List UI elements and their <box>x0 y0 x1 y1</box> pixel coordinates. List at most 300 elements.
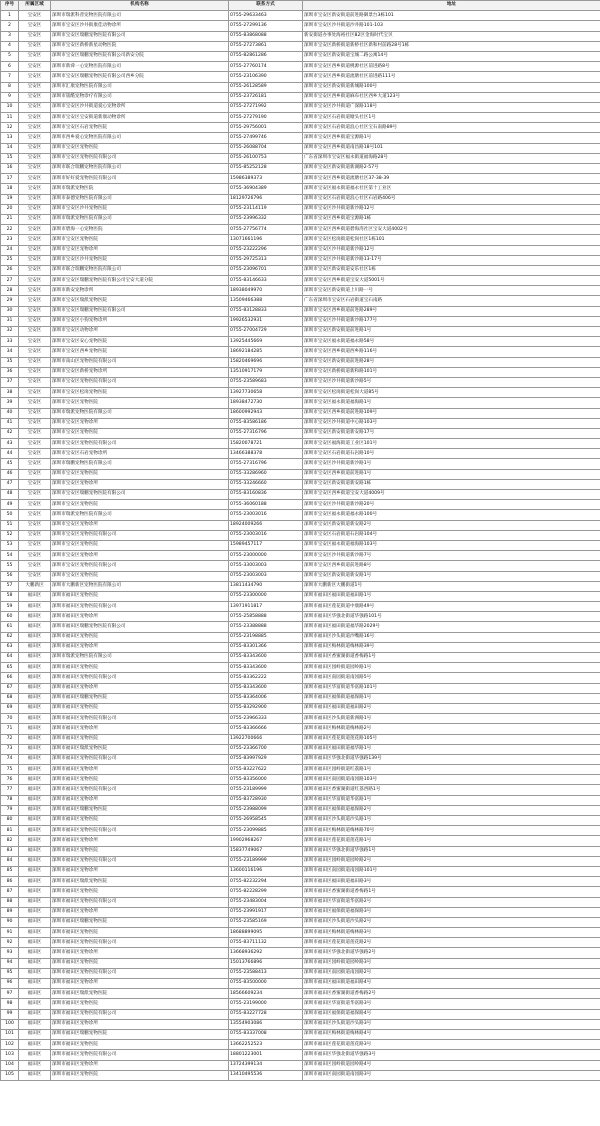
table-row <box>1 520 600 530</box>
row-name: 深圳市宝安区宠物医院 <box>51 571 229 581</box>
row-phone: 0755-83868088 <box>229 31 303 41</box>
table-row <box>1 1029 600 1039</box>
table-row <box>1 62 600 72</box>
row-address: 深圳市宝安区新安街道新安路2号 <box>303 520 600 530</box>
row-phone: 0755-26088704 <box>229 143 303 153</box>
table-row <box>1 530 600 540</box>
row-address: 深圳市福田区莲花街道莲花路105号 <box>303 734 600 744</box>
row-name: 深圳市福田区宠物医院有限公司 <box>51 785 229 795</box>
row-address: 深圳市宝安区新安街道新城路100号 <box>303 82 600 92</box>
row-district: 宝安区 <box>19 153 51 163</box>
row-phone: 0755-23300000 <box>229 591 303 601</box>
row-address: 深圳市福田区福保街道福保路1号 <box>303 693 600 703</box>
row-number: 29 <box>1 296 19 306</box>
row-phone: 15837749067 <box>229 846 303 856</box>
row-district: 宝安区 <box>19 530 51 540</box>
row-district: 宝安区 <box>19 143 51 153</box>
row-number: 31 <box>1 316 19 326</box>
row-address: 深圳市宝安区新安街道安乐社区1栋 <box>303 265 600 275</box>
table-row <box>1 184 600 194</box>
row-number: 50 <box>1 510 19 520</box>
row-address: 深圳市福田区莲花街道莲花路2号 <box>303 938 600 948</box>
row-phone: 13724399134 <box>229 1060 303 1070</box>
table-row <box>1 459 600 469</box>
row-number: 34 <box>1 347 19 357</box>
row-district: 福田区 <box>19 1040 51 1050</box>
row-address: 深圳市宝安区沙井街道新沙路20号 <box>303 500 600 510</box>
row-district: 福田区 <box>19 622 51 632</box>
row-name: 深圳市福田区瑞派宠物医院 <box>51 744 229 754</box>
row-address: 深圳市福田区香蜜湖街道香梅路2号 <box>303 989 600 999</box>
row-address: 深圳市福田区莲花街道莲花路3号 <box>303 1040 600 1050</box>
row-name: 深圳市福田区宠物诊所 <box>51 765 229 775</box>
row-name: 深圳市福田区宠物诊所 <box>51 683 229 693</box>
row-district: 福田区 <box>19 612 51 622</box>
row-number: 63 <box>1 642 19 652</box>
row-address: 深圳市福田区园岭街道园岭路1号 <box>303 663 600 673</box>
row-number: 26 <box>1 265 19 275</box>
row-district: 福田区 <box>19 979 51 989</box>
row-number: 85 <box>1 866 19 876</box>
row-number: 4 <box>1 41 19 51</box>
table-row <box>1 469 600 479</box>
header-phone: 联系方式 <box>229 1 303 11</box>
row-address: 深圳市福田区香蜜湖街道香梅路1号 <box>303 653 600 663</box>
row-phone: 0755-27760174 <box>229 62 303 72</box>
row-phone: 13662252523 <box>229 1040 303 1050</box>
table-row <box>1 591 600 601</box>
table-row <box>1 286 600 296</box>
table-row <box>1 21 600 31</box>
row-name: 深圳市福田区宠物医院 <box>51 734 229 744</box>
row-number: 25 <box>1 255 19 265</box>
row-address: 深圳市福田区梅林街道梅林路4号 <box>303 1029 600 1039</box>
row-phone: 0755-29725313 <box>229 255 303 265</box>
row-number: 44 <box>1 449 19 459</box>
row-address: 深圳市宝安区西乡街道流塘社区前进路111号 <box>303 72 600 82</box>
row-address: 深圳市宝安区松岗街道松岗社区1栋101 <box>303 235 600 245</box>
row-district: 宝安区 <box>19 235 51 245</box>
row-district: 宝安区 <box>19 41 51 51</box>
row-number: 19 <box>1 194 19 204</box>
row-address: 深圳市福田区华富街道华富路2号 <box>303 897 600 907</box>
table-row <box>1 805 600 815</box>
table-row <box>1 968 600 978</box>
row-phone: 0755-27004729 <box>229 327 303 337</box>
row-district: 宝安区 <box>19 388 51 398</box>
row-number: 65 <box>1 663 19 673</box>
row-number: 76 <box>1 775 19 785</box>
row-district: 宝安区 <box>19 255 51 265</box>
table-row <box>1 540 600 550</box>
table-row <box>1 653 600 663</box>
table-row <box>1 204 600 214</box>
row-address: 深圳市福田区梅林街道梅林路2号 <box>303 724 600 734</box>
row-district: 宝安区 <box>19 540 51 550</box>
row-phone: 13410495536 <box>229 1070 303 1080</box>
row-number: 35 <box>1 357 19 367</box>
row-name: 深圳市宝安区宠物医院 <box>51 235 229 245</box>
row-name: 深圳市宝安区宠物医院有限公司 <box>51 153 229 163</box>
table-row <box>1 979 600 989</box>
row-phone: 13509466388 <box>229 296 303 306</box>
table-row <box>1 724 600 734</box>
table-row <box>1 928 600 938</box>
table-row <box>1 673 600 683</box>
row-address: 深圳市福田区香蜜湖街道红荔西路1号 <box>303 785 600 795</box>
row-number: 83 <box>1 846 19 856</box>
row-phone: 18692184285 <box>229 347 303 357</box>
row-address: 深圳市福田区福保街道福保路3号 <box>303 907 600 917</box>
row-phone: 0755-27756774 <box>229 225 303 235</box>
row-name: 深圳市南山区宠物医院有限公司 <box>51 357 229 367</box>
row-number: 36 <box>1 367 19 377</box>
row-name: 深圳市宝安区瑞鹏宠物医院有限公司 <box>51 306 229 316</box>
row-name: 深圳市宝安区宠物医院有限公司 <box>51 530 229 540</box>
header-address: 地址 <box>303 1 600 11</box>
table-row <box>1 133 600 143</box>
table-row <box>1 693 600 703</box>
row-name: 深圳市宝安区宠物医院 <box>51 540 229 550</box>
row-district: 宝安区 <box>19 449 51 459</box>
row-address: 深圳市宝安区新安街道上川路一号 <box>303 286 600 296</box>
row-name: 深圳市宝安区宠物医院 <box>51 469 229 479</box>
row-name: 深圳市福田区宠物诊所 <box>51 724 229 734</box>
row-phone: 0755-83146633 <box>229 276 303 286</box>
row-name: 深圳市福田区宠物诊所 <box>51 642 229 652</box>
row-phone: 0755-29756001 <box>229 123 303 133</box>
row-phone: 0755-83337008 <box>229 1029 303 1039</box>
row-name: 深圳市福田区宠物医院有限公司 <box>51 938 229 948</box>
row-number: 62 <box>1 632 19 642</box>
table-row <box>1 41 600 51</box>
row-number: 95 <box>1 968 19 978</box>
row-address: 深圳市宝安区沙井街道新沙路177号 <box>303 316 600 326</box>
row-name: 深圳市福田区宠物医院有限公司 <box>51 968 229 978</box>
row-address: 深圳市福田区莲花街道莲花路1号 <box>303 836 600 846</box>
row-phone: 0755-83500000 <box>229 979 303 989</box>
row-district: 宝安区 <box>19 276 51 286</box>
row-district: 福田区 <box>19 1009 51 1019</box>
row-district: 福田区 <box>19 765 51 775</box>
row-number: 71 <box>1 724 19 734</box>
row-number: 1 <box>1 11 19 21</box>
row-address: 深圳市宝安区福海街道工业区101号 <box>303 439 600 449</box>
row-district: 宝安区 <box>19 520 51 530</box>
row-name: 深圳市宝安区沙井宠物医院 <box>51 204 229 214</box>
row-name: 深圳市福田区宠物医院有限公司 <box>51 826 229 836</box>
row-name: 深圳市瑞派宠物医院有限公司 <box>51 214 229 224</box>
row-address: 深圳市福田区福田街道福田路2号 <box>303 703 600 713</box>
row-number: 68 <box>1 693 19 703</box>
row-phone: 0755-23198885 <box>229 632 303 642</box>
row-phone: 0755-23199000 <box>229 999 303 1009</box>
row-name: 深圳市宝安区瑞鹏宠物医院有限公司新安分院 <box>51 51 229 61</box>
row-address: 深圳市福田区华强北街道华强路2号 <box>303 948 600 958</box>
row-district: 宝安区 <box>19 316 51 326</box>
row-address: 深圳市福田区园岭街道园岭路2号 <box>303 856 600 866</box>
row-number: 24 <box>1 245 19 255</box>
row-district: 宝安区 <box>19 21 51 31</box>
row-address: 深圳市福田区福田街道福华路1号 <box>303 744 600 754</box>
row-address: 深圳市宝安区沙井街道广深路118号 <box>303 102 600 112</box>
row-number: 45 <box>1 459 19 469</box>
table-row <box>1 989 600 999</box>
row-address: 深圳市福田区华富街道华富路1号 <box>303 795 600 805</box>
row-district: 福田区 <box>19 693 51 703</box>
row-number: 30 <box>1 306 19 316</box>
row-name: 深圳市福田区宠物医院 <box>51 632 229 642</box>
row-phone: 0755-23726181 <box>229 92 303 102</box>
row-address: 广东省深圳市宝安区福永街道福海路28号 <box>303 153 600 163</box>
row-number: 21 <box>1 214 19 224</box>
table-row <box>1 917 600 927</box>
row-name: 深圳市宝安区瑞派宠物医院 <box>51 296 229 306</box>
row-district: 宝安区 <box>19 459 51 469</box>
row-name: 深圳市福田区宠物医院有限公司 <box>51 856 229 866</box>
row-address: 深圳市宝安区西乡街道碧海湾社区宝安大道4002号 <box>303 225 600 235</box>
row-address: 深圳市宝安区西乡街道宝安大道4009号 <box>303 490 600 500</box>
row-name: 深圳市汇康宠物医院有限公司 <box>51 82 229 92</box>
row-address: 深圳市宝安区西乡街道前进路289号 <box>303 306 600 316</box>
table-row <box>1 938 600 948</box>
table-row <box>1 347 600 357</box>
row-phone: 0755-23483004 <box>229 897 303 907</box>
row-district: 宝安区 <box>19 479 51 489</box>
header-name: 机构名称 <box>51 1 229 11</box>
row-address: 新安街道办事处海裕社区82区金海时代宝贝 <box>303 31 600 41</box>
row-district: 福田区 <box>19 826 51 836</box>
row-phone: 0755-83366666 <box>229 724 303 734</box>
row-number: 77 <box>1 785 19 795</box>
row-phone: 0755-23996332 <box>229 214 303 224</box>
row-phone: 18129726796 <box>229 194 303 204</box>
row-address: 深圳市宝安区沙井街道新沙路12号 <box>303 245 600 255</box>
row-district: 宝安区 <box>19 123 51 133</box>
row-phone: 13925445669 <box>229 337 303 347</box>
row-name: 深圳市西乡爱心宠物医院有限公司 <box>51 133 229 143</box>
row-phone: 0755-33003003 <box>229 561 303 571</box>
table-row <box>1 571 600 581</box>
row-phone: 0755-83356000 <box>229 775 303 785</box>
row-address: 深圳市宝安区西乡街道南昌路18号101 <box>303 143 600 153</box>
table-row <box>1 999 600 1009</box>
row-district: 宝安区 <box>19 500 51 510</box>
row-address: 深圳市宝安区沙井街道新沙路1号 <box>303 459 600 469</box>
row-number: 79 <box>1 805 19 815</box>
row-district: 宝安区 <box>19 306 51 316</box>
row-name: 深圳市宝安区宠物诊所 <box>51 418 229 428</box>
row-address: 深圳市福田区沙头街道沙头路3号 <box>303 1019 600 1029</box>
table-row <box>1 255 600 265</box>
table-row <box>1 479 600 489</box>
row-district: 宝安区 <box>19 398 51 408</box>
row-district: 福田区 <box>19 744 51 754</box>
row-address: 深圳市宝安区西乡街道西乡路116号 <box>303 347 600 357</box>
row-number: 55 <box>1 561 19 571</box>
row-address: 深圳市宝安区新安街道前进路1号 <box>303 327 600 337</box>
row-district: 宝安区 <box>19 225 51 235</box>
row-name: 深圳市宝安区宠物诊所 <box>51 479 229 489</box>
row-number: 7 <box>1 72 19 82</box>
row-phone: 15820469696 <box>229 357 303 367</box>
row-phone: 0755-83711132 <box>229 938 303 948</box>
row-district: 宝安区 <box>19 11 51 21</box>
row-number: 10 <box>1 102 19 112</box>
row-address: 深圳市宝安区西乡街道前进路1号 <box>303 469 600 479</box>
row-number: 22 <box>1 225 19 235</box>
row-address: 深圳市宝安区沙井街道新沙路5号 <box>303 377 600 387</box>
row-number: 84 <box>1 856 19 866</box>
row-address: 深圳市福田区福田街道福田路1号 <box>303 591 600 601</box>
row-district: 福田区 <box>19 989 51 999</box>
row-number: 89 <box>1 907 19 917</box>
row-district: 福田区 <box>19 734 51 744</box>
row-phone: 0755-23988099 <box>229 805 303 815</box>
row-address: 深圳市宝安区石岩街道石岩路104号 <box>303 530 600 540</box>
table-row <box>1 958 600 968</box>
row-phone: 0755-83728930 <box>229 795 303 805</box>
row-district: 宝安区 <box>19 245 51 255</box>
table-row <box>1 439 600 449</box>
row-number: 101 <box>1 1029 19 1039</box>
row-district: 福田区 <box>19 673 51 683</box>
table-row <box>1 948 600 958</box>
row-address: 深圳市福田区园岭街道园岭路3号 <box>303 958 600 968</box>
row-phone: 0755-23114119 <box>229 204 303 214</box>
row-phone: 0755-26100753 <box>229 153 303 163</box>
row-address: 深圳市宝安区西乡街道麻布社区西乡大道123号 <box>303 92 600 102</box>
table-row <box>1 143 600 153</box>
row-phone: 18600992943 <box>229 408 303 418</box>
table-row <box>1 164 600 174</box>
row-number: 9 <box>1 92 19 102</box>
row-number: 78 <box>1 795 19 805</box>
table-row <box>1 194 600 204</box>
row-name: 深圳市瑞派宠物医院有限公司 <box>51 408 229 418</box>
row-number: 104 <box>1 1060 19 1070</box>
table-row <box>1 306 600 316</box>
row-phone: 13510917179 <box>229 367 303 377</box>
row-address: 深圳市宝安区石岩街道石岩路10号 <box>303 449 600 459</box>
row-district: 宝安区 <box>19 418 51 428</box>
row-number: 47 <box>1 479 19 489</box>
row-phone: 0755-23991917 <box>229 907 303 917</box>
row-phone: 0755-33286960 <box>229 469 303 479</box>
table-row <box>1 51 600 61</box>
row-district: 宝安区 <box>19 184 51 194</box>
row-name: 深圳市福田区宠物诊所 <box>51 866 229 876</box>
row-number: 40 <box>1 408 19 418</box>
row-address: 深圳市宝安区新安街道前进路28号 <box>303 357 600 367</box>
row-name: 深圳市宝安区瑞鹏宠物医院有限公司 <box>51 490 229 500</box>
row-name: 深圳市福田区宠物医院 <box>51 846 229 856</box>
table-row <box>1 72 600 82</box>
row-address: 深圳市福田区园岭街道红荔路1号 <box>303 765 600 775</box>
row-number: 72 <box>1 734 19 744</box>
row-name: 深圳市宝安区宠物诊所 <box>51 551 229 561</box>
row-address: 深圳市宝安区西乡街道宝源路1栋 <box>303 214 600 224</box>
row-name: 深圳市宝安区松岗宠物医院 <box>51 388 229 398</box>
row-address: 深圳市宝安区新桥街道新和路101号 <box>303 367 600 377</box>
row-name: 深圳市福田区宠物医院有限公司 <box>51 1050 229 1060</box>
row-phone: 0755-36904389 <box>229 184 303 194</box>
row-name: 深圳市宝安区沙井街康佳动物诊所 <box>51 21 229 31</box>
row-name: 深圳市宝安区沙井街道爱心宠物诊所 <box>51 102 229 112</box>
row-name: 深圳市好好爱宠物医院有限公司 <box>51 174 229 184</box>
row-district: 福田区 <box>19 887 51 897</box>
row-district: 福田区 <box>19 754 51 764</box>
row-district: 福田区 <box>19 958 51 968</box>
row-district: 宝安区 <box>19 337 51 347</box>
row-number: 60 <box>1 612 19 622</box>
row-phone: 15013766896 <box>229 958 303 968</box>
row-phone: 0755-23366700 <box>229 744 303 754</box>
row-number: 41 <box>1 418 19 428</box>
table-row <box>1 561 600 571</box>
row-number: 92 <box>1 938 19 948</box>
row-number: 75 <box>1 765 19 775</box>
row-number: 16 <box>1 164 19 174</box>
table-row <box>1 265 600 275</box>
row-address: 深圳市福田区沙头街道新洲路1号 <box>303 714 600 724</box>
row-name: 深圳市福田区宠物医院 <box>51 1070 229 1080</box>
row-phone: 13971911817 <box>229 602 303 612</box>
table-row <box>1 642 600 652</box>
row-address: 深圳市福田区华强北街道华强路101号 <box>303 612 600 622</box>
row-address: 深圳市大鹏新区大鹏街道1号 <box>303 581 600 591</box>
row-phone: 0755-29633463 <box>229 11 303 21</box>
row-number: 57 <box>1 581 19 591</box>
row-address: 深圳市福田区华强北街道华强路1号 <box>303 846 600 856</box>
table-row <box>1 887 600 897</box>
row-district: 福田区 <box>19 703 51 713</box>
row-name: 深圳市宝安区宝安街道新康动物诊所 <box>51 113 229 123</box>
row-number: 88 <box>1 897 19 907</box>
table-row <box>1 418 600 428</box>
row-address: 深圳市宝安区沙井街道新沙路13-17号 <box>303 255 600 265</box>
table-row <box>1 82 600 92</box>
table-row <box>1 174 600 184</box>
row-address: 深圳市福田区沙头街道沙头路2号 <box>303 917 600 927</box>
table-row <box>1 500 600 510</box>
row-name: 深圳市福田区宠物医院有限公司 <box>51 602 229 612</box>
row-district: 宝安区 <box>19 327 51 337</box>
row-name: 深圳市福田区宠物诊所 <box>51 1019 229 1029</box>
row-name: 深圳市宝安区小狗宠物诊所 <box>51 316 229 326</box>
row-address: 深圳市宝安区新安街道新安路1号 <box>303 571 600 581</box>
row-district: 宝安区 <box>19 204 51 214</box>
row-address: 深圳市福田区华强北街道华强路139号 <box>303 754 600 764</box>
table-row <box>1 337 600 347</box>
row-number: 69 <box>1 703 19 713</box>
row-district: 福田区 <box>19 846 51 856</box>
row-address: 深圳市福田区香蜜湖街道香梅路1号 <box>303 887 600 897</box>
row-address: 深圳市宝安区福永街道福海路1号 <box>303 398 600 408</box>
row-number: 90 <box>1 917 19 927</box>
row-district: 宝安区 <box>19 377 51 387</box>
row-address: 深圳市宝安区新安街道新安路17号 <box>303 428 600 438</box>
row-number: 46 <box>1 469 19 479</box>
row-name: 深圳市福田区宠物医院有限公司 <box>51 673 229 683</box>
row-phone: 0755-23589683 <box>229 377 303 387</box>
row-address: 深圳市宝安区西乡街道桃源社区前进路8号 <box>303 62 600 72</box>
row-address: 深圳市福田区梅林街道梅林路70号 <box>303 826 600 836</box>
row-district: 宝安区 <box>19 51 51 61</box>
table-row <box>1 235 600 245</box>
table-row <box>1 765 600 775</box>
row-phone: 0755-27499746 <box>229 133 303 143</box>
